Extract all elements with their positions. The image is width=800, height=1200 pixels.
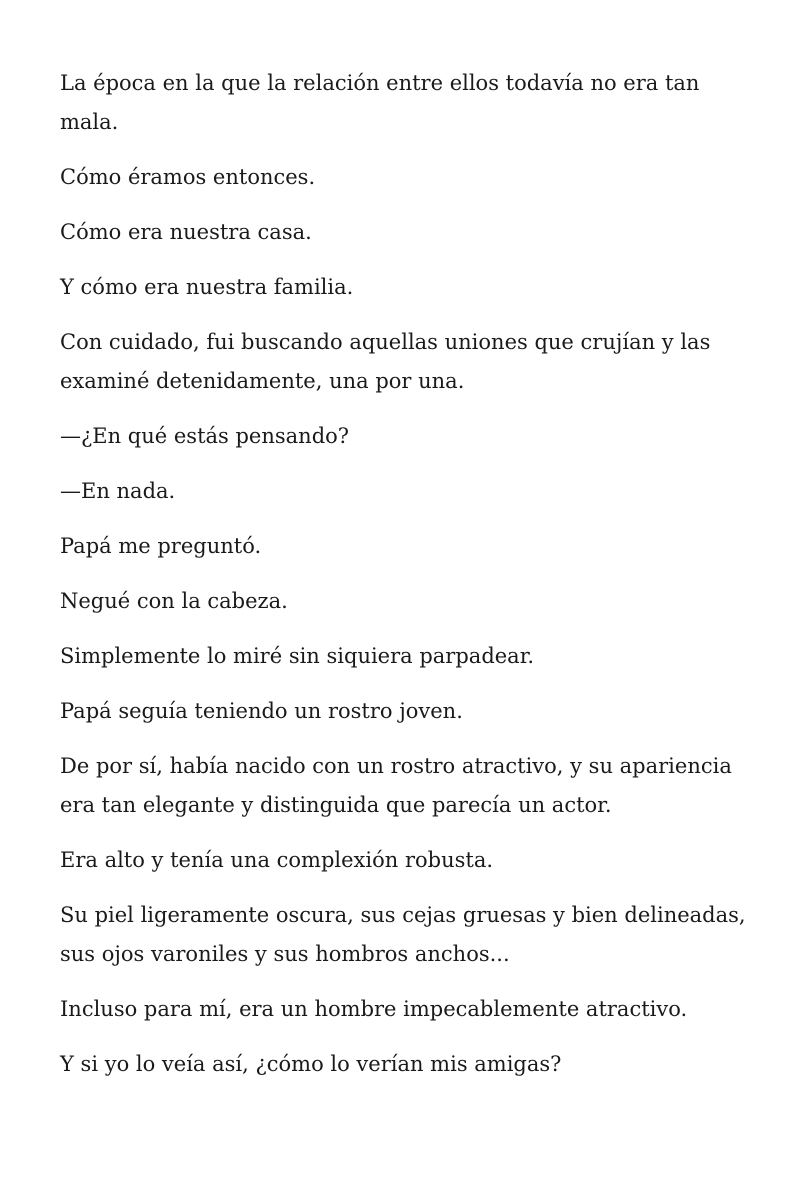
paragraph: Simplemente lo miré sin siquiera parpadear. bbox=[60, 644, 535, 668]
paragraph: La época en la que la relación entre ellos todavía no era tan mala. bbox=[60, 71, 700, 134]
paragraph: Su piel ligeramente oscura, sus cejas gruesas y bien delineadas, sus ojos varoniles y sus hombros anchos... bbox=[60, 903, 746, 966]
text-page bbox=[60, 64, 750, 1100]
paragraph: De por sí, había nacido con un rostro atractivo, y su apariencia era tan elegante y distinguida que parecía un actor. bbox=[60, 754, 732, 817]
paragraph: Papá me preguntó. bbox=[60, 534, 262, 558]
paragraph: Y si yo lo veía así, ¿cómo lo verían mis amigas? bbox=[60, 1052, 562, 1076]
paragraph: Papá seguía teniendo un rostro joven. bbox=[60, 699, 463, 723]
paragraph: Incluso para mí, era un hombre impecablemente atractivo. bbox=[60, 997, 688, 1021]
paragraph: Con cuidado, fui buscando aquellas uniones que crujían y las examiné detenidamente, una por una. bbox=[60, 330, 711, 393]
dialogue-line: —En nada. bbox=[60, 479, 176, 503]
paragraph: Cómo era nuestra casa. bbox=[60, 220, 312, 244]
paragraph: Y cómo era nuestra familia. bbox=[60, 275, 354, 299]
paragraph: Negué con la cabeza. bbox=[60, 589, 288, 613]
paragraph: Era alto y tenía una complexión robusta. bbox=[60, 848, 494, 872]
dialogue-line: —¿En qué estás pensando? bbox=[60, 424, 350, 448]
paragraph: Cómo éramos entonces. bbox=[60, 165, 316, 189]
